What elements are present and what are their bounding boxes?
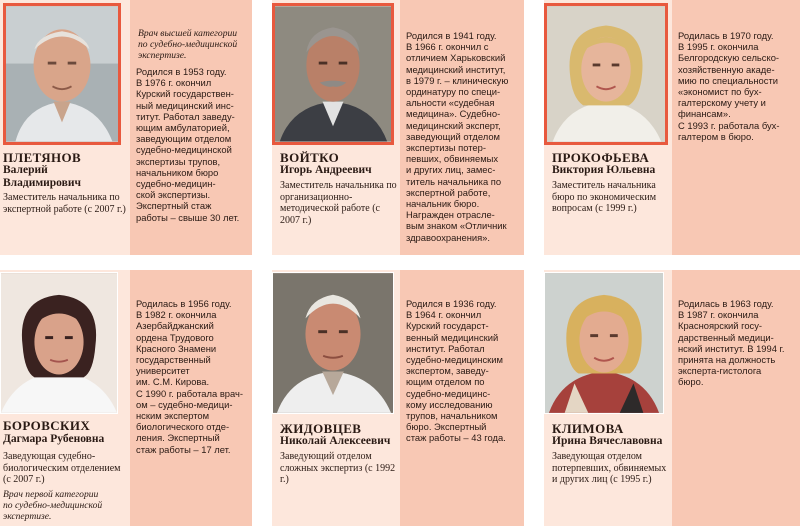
bio-zhidovtsev: Родился в 1936 году. В 1964 г. окончил Курский государст- венный медицинский институт. Работал судебно-медицинским экспертом, заведу- ющим отделом по судебно-медицинс- кому исследованию трупов, начальником бюро. Экспертный стаж работы – 43 года. — [406, 298, 506, 444]
bio-prokofyeva: Родилась в 1970 году. В 1995 г. окончила Белгородскую сельско- хозяйственную акаде- мию по специальности «экономист по бух- галтерскому учету и финансам». С 1993 г. работала бух- галтером в бюро. — [678, 30, 780, 142]
given-names-voytko: Игорь Андреевич — [280, 164, 372, 176]
portrait-illustration — [273, 273, 393, 413]
portrait-illustration — [1, 273, 117, 413]
category-note-pletyanov: Врач высшей категории по судебно-медицинской экспертизе. — [138, 28, 238, 61]
portrait-photo-pletyanov — [3, 3, 121, 145]
role-pletyanov: Заместитель начальника по экспертной работе (с 2007 г.) — [3, 192, 126, 215]
surname-zhidovtsev: ЖИДОВЦЕВ — [280, 421, 362, 436]
portrait-illustration — [275, 6, 391, 142]
given-names-prokofyeva: Виктория Юльевна — [552, 164, 656, 176]
portrait-illustration — [547, 6, 665, 142]
portrait-photo-zhidovtsev — [272, 272, 394, 414]
surname-pletyanov: ПЛЕТЯНОВ — [3, 150, 82, 165]
given-names-klimova: Ирина Вячеславовна — [552, 435, 663, 447]
category-note-borovskikh: Врач первой категории по судебно-медицинской экспертизе. — [3, 489, 103, 522]
role-klimova: Заведующая отделом потерпевших, обвиняемых и других лиц (с 1995 г.) — [552, 451, 667, 485]
portrait-photo-borovskikh — [0, 272, 118, 414]
role-borovskikh: Заведующая судебно-биологическим отделением (с 2007 г.) — [3, 451, 121, 485]
surname-voytko: ВОЙТКО — [280, 150, 340, 165]
portrait-photo-prokofyeva — [544, 3, 668, 145]
bio-voytko: Родился в 1941 году. В 1966 г. окончил с отличием Харьковский медицинский институт, в 1979 г. – клиническую ординатуру по специ- альности «судебная медицина». Судебно- медицинский эксперт, заведующий отделом экспертизы потер- певших, обвиняемых и других лиц, замес- титель начальника по экспертной работе, начальник бюро. Награжден отрасле- вым знаком «Отличник здравоохранения». — [406, 30, 509, 243]
role-prokofyeva: Заместитель начальника бюро по экономическим вопросам (с 1999 г.) — [552, 180, 657, 214]
surname-prokofyeva: ПРОКОФЬЕВА — [552, 150, 650, 165]
portrait-photo-klimova — [544, 272, 664, 414]
role-voytko: Заместитель начальника по организационно-методической работе (с 2007 г.) — [280, 180, 397, 226]
role-zhidovtsev: Заведующий отделом сложных экспертиз (с 1992 г.) — [280, 451, 396, 485]
given-names-borovskikh: Дагмара Рубеновна — [3, 433, 105, 445]
given-names-zhidovtsev: Николай Алексеевич — [280, 435, 391, 447]
portrait-photo-voytko — [272, 3, 394, 145]
given-names-pletyanov: Валерий Владимирович — [3, 164, 81, 189]
portrait-illustration — [545, 273, 663, 413]
bio-pletyanov: Родился в 1953 году. В 1976 г. окончил Курский государствен- ный медицинский инс- титут. Работал заведу- ющим амбулаторией, заведующим отделом судебно-медицинской экспертизы трупов, начальником бюро судебно-медицин- ской экспертизы. Экспертный стаж работы – свыше 30 лет. — [136, 66, 240, 223]
surname-borovskikh: БОРОВСКИХ — [3, 418, 91, 433]
portrait-illustration — [6, 6, 118, 142]
surname-klimova: КЛИМОВА — [552, 421, 624, 436]
bio-klimova: Родилась в 1963 году. В 1987 г. окончила Красноярский госу- дарственный медици- нский институт. В 1994 г. принята на должность эксперта-гистолога бюро. — [678, 298, 785, 388]
bio-borovskikh: Родилась в 1956 году. В 1982 г. окончила Азербайджанский ордена Трудового Красного Знамени государственный университет им. С.М. Кирова. С 1990 г. работала врач- ом – судебно-медици- нским экспертом биологического отде- ления. Экспертный стаж работы – 17 лет. — [136, 298, 244, 455]
